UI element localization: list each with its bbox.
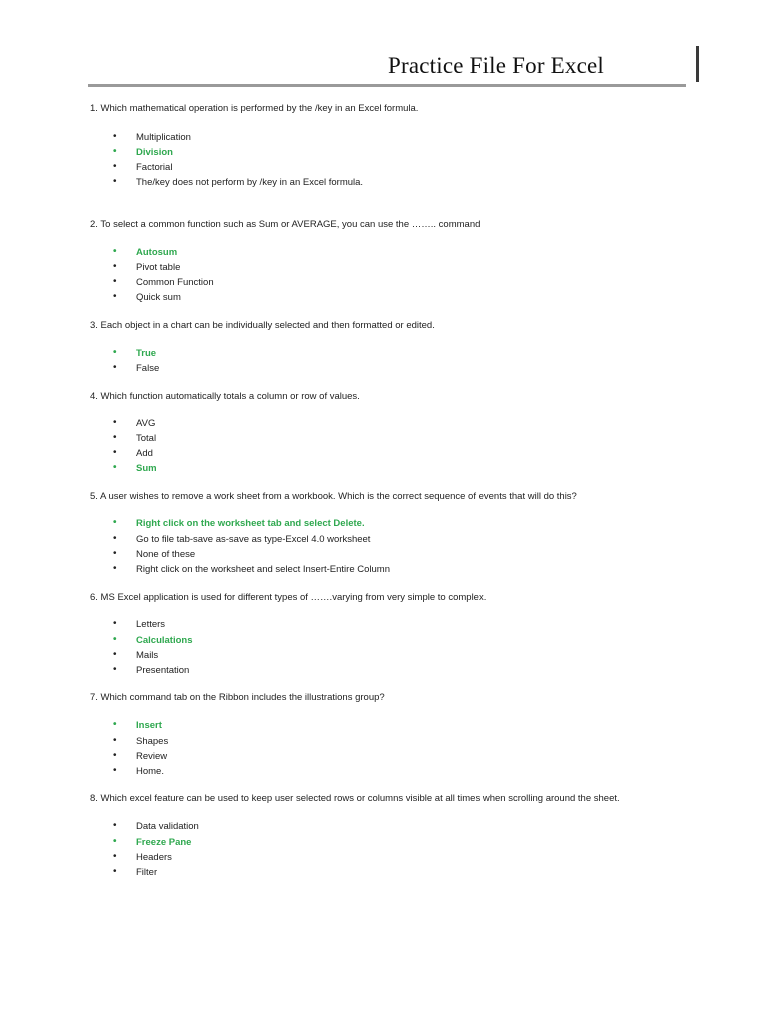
question-8: 8. Which excel feature can be used to keep user selected rows or columns visible at all times when scrolling around the sheet.: [90, 793, 620, 804]
correct-answer-option: [113, 462, 157, 474]
answer-option-label: Review: [136, 751, 168, 762]
answer-option-label: Presentation: [136, 665, 190, 676]
bullet-icon: •: [113, 563, 117, 574]
bullet-icon: •: [113, 750, 117, 761]
answer-option: [113, 548, 196, 560]
answer-option: [113, 735, 169, 747]
bullet-icon: •: [113, 417, 117, 428]
answer-option: [113, 362, 160, 374]
correct-answer-option: [113, 719, 162, 731]
answer-option-label: None of these: [136, 549, 196, 560]
answer-option: [113, 417, 156, 429]
answer-option: [113, 131, 191, 143]
page-title: Practice File For Excel: [387, 53, 604, 78]
bullet-icon: •: [113, 851, 117, 862]
answer-option-label: Filter: [136, 867, 158, 878]
question-6: 6. MS Excel application is used for different types of …….varying from very simple to complex.: [90, 592, 487, 603]
answer-option-label: Shapes: [136, 736, 169, 747]
answer-option: [113, 291, 181, 303]
answer-option: [113, 276, 214, 288]
answer-option: [113, 851, 172, 863]
answer-option: [113, 750, 168, 762]
answer-option-label: True: [136, 348, 157, 359]
answer-option: [113, 432, 157, 444]
bullet-icon: •: [113, 161, 117, 172]
question-3: 3. Each object in a chart can be individually selected and then formatted or edited.: [90, 320, 435, 331]
answer-option-label: Right click on the worksheet tab and select Delete.: [136, 518, 365, 529]
bullet-icon: •: [113, 664, 117, 675]
bullet-icon: •: [113, 866, 117, 877]
bullet-icon: •: [113, 462, 117, 473]
answer-option: [113, 261, 181, 273]
bullet-icon: •: [113, 735, 117, 746]
answer-option-label: Quick sum: [136, 292, 181, 303]
answer-option: [113, 176, 364, 188]
correct-answer-option: [113, 246, 178, 258]
answer-option-label: Calculations: [136, 635, 193, 646]
bullet-icon: •: [113, 765, 117, 776]
answer-option-label: Add: [136, 448, 153, 459]
question-5: 5. A user wishes to remove a work sheet from a workbook. Which is the correct sequence of events that will do this?: [90, 491, 577, 502]
answer-option-label: Freeze Pane: [136, 837, 192, 848]
answer-option-label: Factorial: [136, 162, 173, 173]
answer-option: [113, 649, 159, 661]
answer-option: [113, 866, 158, 878]
answer-option-label: Mails: [136, 650, 159, 661]
bullet-icon: •: [113, 131, 117, 142]
answer-option: [113, 618, 166, 630]
question-4: 4. Which function automatically totals a column or row of values.: [90, 391, 360, 402]
bullet-icon: •: [113, 820, 117, 831]
answer-option-label: Headers: [136, 852, 172, 863]
answer-option-label: Autosum: [136, 247, 178, 258]
bullet-icon: •: [113, 548, 117, 559]
correct-answer-option: [113, 634, 193, 646]
answer-option: [113, 533, 371, 545]
question-7: 7. Which command tab on the Ribbon includes the illustrations group?: [90, 692, 385, 703]
correct-answer-option: [113, 347, 157, 359]
bullet-icon: •: [113, 291, 117, 302]
answer-option: [113, 563, 390, 575]
answer-option-label: Home.: [136, 766, 164, 777]
answer-option: [113, 161, 173, 173]
bullet-icon: •: [113, 634, 117, 645]
question-1: 1. Which mathematical operation is performed by the /key in an Excel formula.: [90, 103, 419, 114]
answer-option: [113, 820, 199, 832]
answer-option-label: Right click on the worksheet and select Insert-Entire Column: [136, 564, 390, 575]
answer-option-label: Data validation: [136, 821, 199, 832]
question-2: 2. To select a common function such as Sum or AVERAGE, you can use the …….. command: [90, 219, 481, 230]
answer-option: [113, 447, 153, 459]
answer-option-label: The/key does not perform by /key in an Excel formula.: [136, 177, 364, 188]
bullet-icon: •: [113, 432, 117, 443]
bullet-icon: •: [113, 347, 117, 358]
bullet-icon: •: [113, 246, 117, 257]
answer-option: [113, 765, 164, 777]
bullet-icon: •: [113, 146, 117, 157]
correct-answer-option: [113, 517, 365, 529]
page-header: [88, 46, 686, 87]
correct-answer-option: [113, 146, 173, 158]
correct-answer-option: [113, 836, 192, 848]
bullet-icon: •: [113, 618, 117, 629]
bullet-icon: •: [113, 649, 117, 660]
answer-option-label: Insert: [136, 720, 162, 731]
answer-option-label: AVG: [136, 418, 156, 429]
answer-option-label: Multiplication: [136, 132, 191, 143]
answer-option-label: False: [136, 363, 160, 374]
title-accent-bar: [696, 46, 699, 82]
answer-option-label: Go to file tab-save as-save as type-Excel 4.0 worksheet: [136, 534, 371, 545]
bullet-icon: •: [113, 447, 117, 458]
answer-option-label: Pivot table: [136, 262, 181, 273]
answer-option-label: Letters: [136, 619, 166, 630]
bullet-icon: •: [113, 362, 117, 373]
answer-option-label: Division: [136, 147, 173, 158]
answer-option-label: Common Function: [136, 277, 214, 288]
bullet-icon: •: [113, 533, 117, 544]
answer-option: [113, 664, 190, 676]
answer-option-label: Total: [136, 433, 157, 444]
bullet-icon: •: [113, 261, 117, 272]
bullet-icon: •: [113, 517, 117, 528]
bullet-icon: •: [113, 176, 117, 187]
bullet-icon: •: [113, 836, 117, 847]
bullet-icon: •: [113, 719, 117, 730]
bullet-icon: •: [113, 276, 117, 287]
answer-option-label: Sum: [136, 463, 157, 474]
